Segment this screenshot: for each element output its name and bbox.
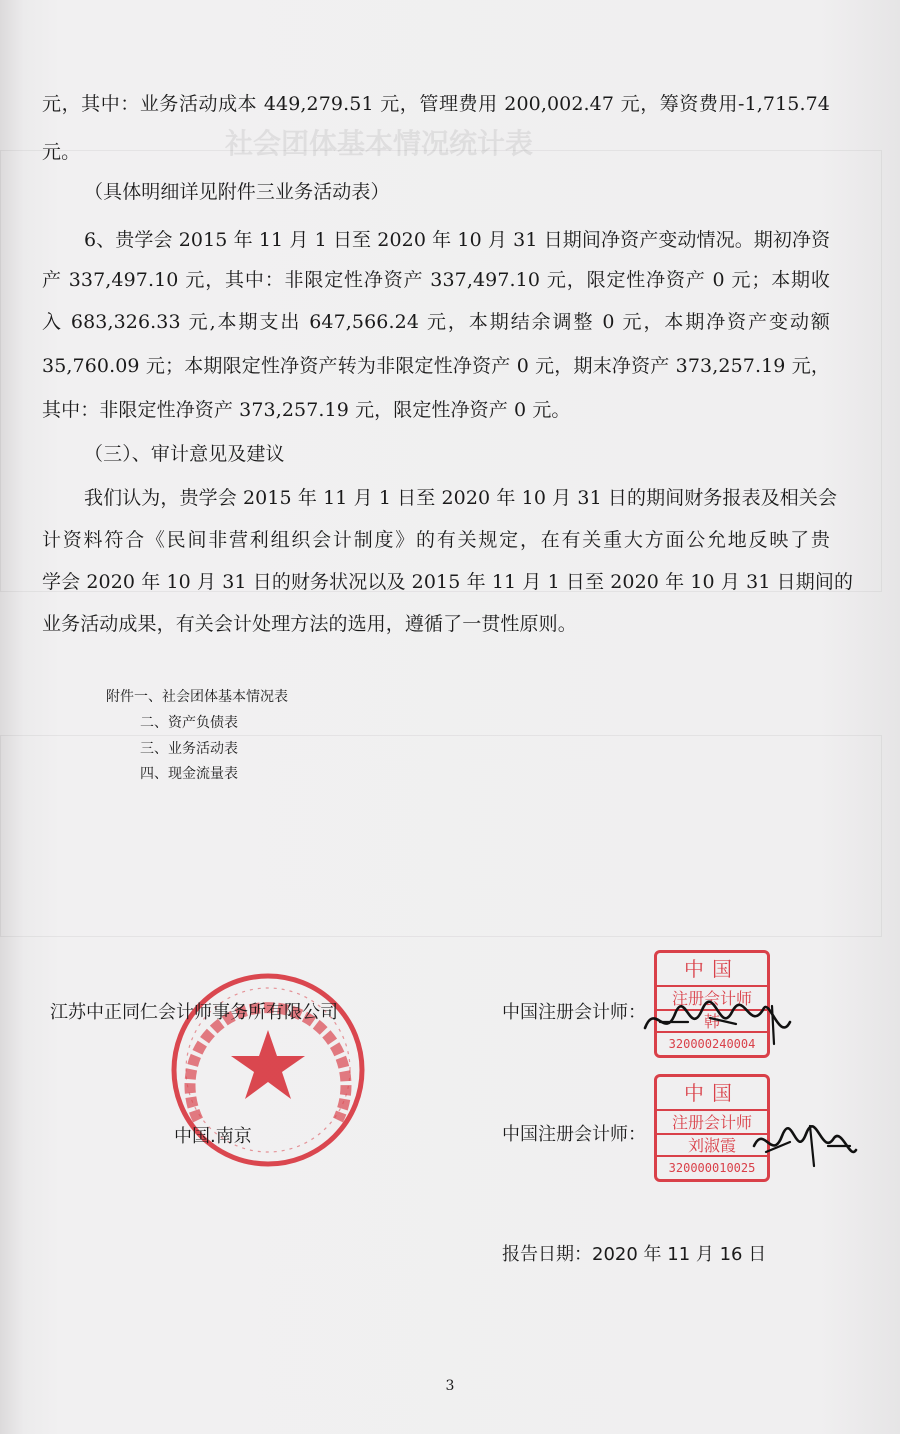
show-through-title: 社会团体基本情况统计表: [225, 127, 534, 160]
section-heading-audit-opinion: （三）、审计意见及建议: [84, 443, 285, 465]
firm-name: 江苏中正同仁会计师事务所有限公司: [50, 1002, 338, 1023]
cpa-signature-2: [750, 1116, 860, 1172]
cpa-signature-1: [640, 992, 800, 1052]
attachment-item-3: 三、业务活动表: [140, 741, 238, 757]
paragraph-1-line-1: 元，其中：业务活动成本 449,279.51 元，管理费用 200,002.47 元，筹资费用-1,715.74: [42, 93, 830, 115]
cpa-label-1: 中国注册会计师：: [502, 1002, 646, 1023]
attachment-item-4: 四、现金流量表: [140, 766, 238, 782]
page-number: 3: [445, 1378, 455, 1394]
attachment-item-2: 二、资产负债表: [140, 715, 238, 731]
attachment-item-1: 附件一、社会团体基本情况表: [106, 689, 288, 705]
cpa-stamp-2: 中国 注册会计师 刘淑霞 320000010025: [654, 1074, 770, 1182]
paragraph-3-line-4: 35,760.09 元；本期限定性净资产转为非限定性净资产 0 元，期末净资产 373,257.19 元，: [42, 355, 830, 377]
paragraph-3-line-3: 入 683,326.33 元,本期支出 647,566.24 元，本期结余调整 0 元，本期净资产变动额: [42, 311, 830, 333]
paragraph-4-line-3: 学会 2020 年 10 月 31 日的财务状况以及 2015 年 11 月 1 日至 2020 年 10 月 31 日期间的: [42, 571, 854, 593]
paragraph-2: （具体明细详见附件三业务活动表）: [84, 181, 390, 203]
paragraph-3-line-5: 其中：非限定性净资产 373,257.19 元，限定性净资产 0 元。: [42, 399, 571, 421]
firm-city: 中国.南京: [174, 1126, 252, 1147]
paragraph-4-line-4: 业务活动成果，有关会计处理方法的选用，遵循了一贯性原则。: [42, 613, 577, 635]
cpa-label-2: 中国注册会计师：: [502, 1124, 646, 1145]
report-date: 报告日期：2020 年 11 月 16 日: [502, 1244, 767, 1265]
paragraph-4-line-1: 我们认为，贵学会 2015 年 11 月 1 日至 2020 年 10 月 31 日的期间财务报表及相关会: [84, 487, 838, 509]
paragraph-1-line-2: 元。: [42, 141, 81, 163]
paragraph-3-line-2: 产 337,497.10 元，其中：非限定性净资产 337,497.10 元，限定性净资产 0 元；本期收: [42, 269, 830, 291]
paragraph-4-line-2: 计资料符合《民间非营利组织会计制度》的有关规定，在有关重大方面公允地反映了贵: [42, 529, 830, 551]
cpa-stamp-1: 中国 注册会计师 韩 320000240004: [654, 950, 770, 1058]
paragraph-3-line-1: 6、贵学会 2015 年 11 月 1 日至 2020 年 10 月 31 日期间净资产变动情况。期初净资: [84, 229, 831, 251]
show-through-table-lower: [0, 735, 882, 937]
